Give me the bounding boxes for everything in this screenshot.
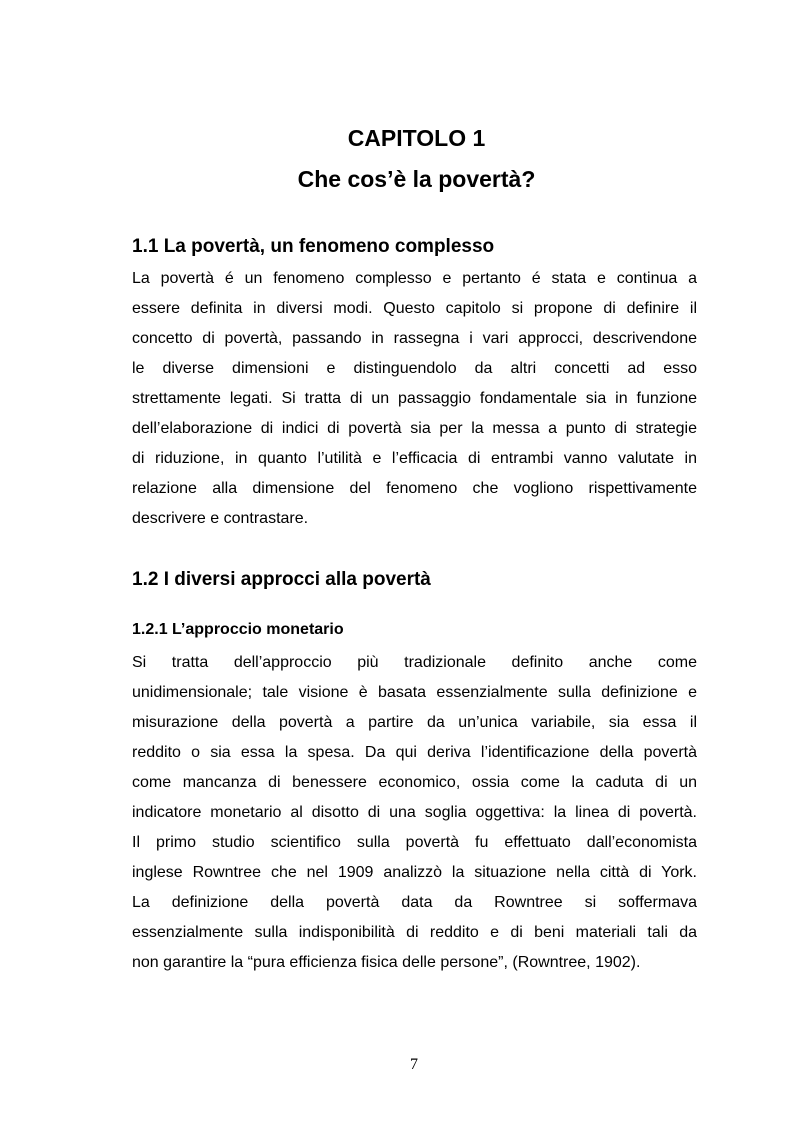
- text-line: strettamente legati. Si tratta di un passaggio fondamentale sia in funzione: [132, 390, 697, 407]
- text-line: dell’elaborazione di indici di povertà sia per la messa a punto di strategie: [132, 420, 697, 437]
- text-line: essenzialmente sulla indisponibilità di reddito e di beni materiali tali da: [132, 924, 697, 941]
- text-line: indicatore monetario al disotto di una soglia oggettiva: la linea di povertà.: [132, 804, 697, 821]
- text-line: di riduzione, in quanto l’utilità e l’efficacia di entrambi vanno valutate in: [132, 450, 697, 467]
- text-line: misurazione della povertà a partire da un’unica variabile, sia essa il: [132, 714, 697, 731]
- page-number: 7: [410, 1056, 418, 1073]
- chapter-label: CAPITOLO 1: [347, 125, 486, 151]
- text-line: concetto di povertà, passando in rassegna i vari approcci, descrivendone: [132, 330, 697, 347]
- section-heading-1-2: 1.2 I diversi approcci alla povertà: [132, 569, 431, 590]
- text-line: descrivere e contrastare.: [132, 510, 309, 527]
- text-line: reddito o sia essa la spesa. Da qui deriva l’identificazione della povertà: [132, 744, 697, 761]
- text-line: non garantire la “pura efficienza fisica delle persone”, (Rowntree, 1902).: [132, 954, 641, 971]
- text-line: relazione alla dimensione del fenomeno che vogliono rispettivamente: [132, 480, 697, 497]
- text-line: inglese Rowntree che nel 1909 analizzò la situazione nella città di York.: [132, 864, 697, 881]
- text-line: Il primo studio scientifico sulla povertà fu effettuato dall’economista: [132, 834, 697, 851]
- paragraph-1-1: [132, 264, 697, 534]
- text-line: le diverse dimensioni e distinguendolo da altri concetti ad esso: [132, 360, 697, 377]
- text-line: essere definita in diversi modi. Questo capitolo si propone di definire il: [132, 300, 697, 317]
- text-line: unidimensionale; tale visione è basata essenzialmente sulla definizione e: [132, 684, 697, 701]
- paragraph-1-2-1: [132, 648, 697, 978]
- section-heading-1-1: 1.1 La povertà, un fenomeno complesso: [132, 236, 495, 257]
- text-line: La povertà é un fenomeno complesso e pertanto é stata e continua a: [132, 270, 697, 287]
- text-line: come mancanza di benessere economico, ossia come la caduta di un: [132, 774, 697, 791]
- text-line: Si tratta dell’approccio più tradizionale definito anche come: [132, 654, 697, 671]
- text-line: La definizione della povertà data da Rowntree si soffermava: [132, 894, 697, 911]
- chapter-title: Che cos’è la povertà?: [297, 166, 536, 192]
- subsection-heading-1-2-1: 1.2.1 L’approccio monetario: [132, 621, 344, 638]
